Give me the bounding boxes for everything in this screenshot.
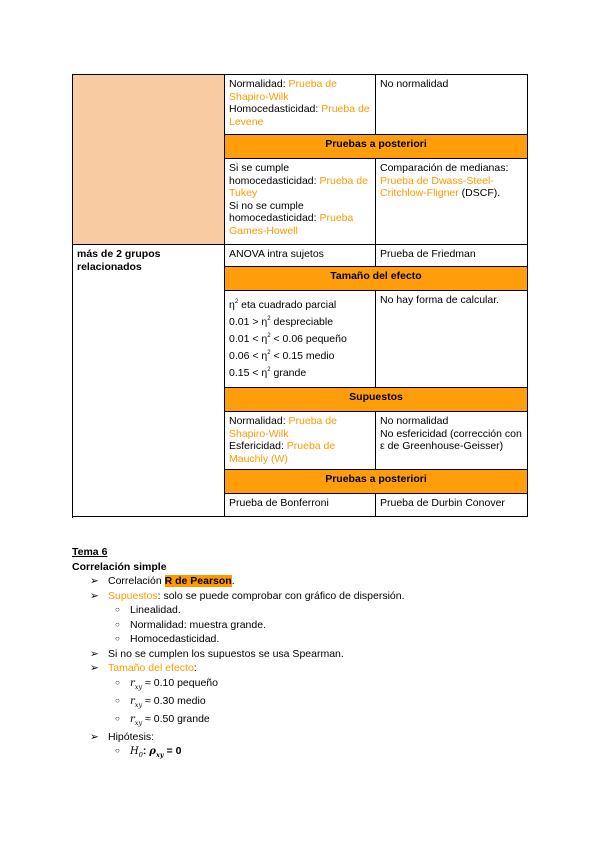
posteriori-parametric-cell: Si se cumple homocedasticidad: Prueba de Tukey Si no se cumple homocedasticidad: Prueba Games-Howell (225, 159, 376, 245)
section-header-posteriori-2: Pruebas a posteriori (225, 470, 528, 494)
table-row (73, 245, 528, 267)
effect-size-parametric-cell: $\eta^2$ eta cuadrado parcial $0.01 > \eta^2$ despreciable $0.01 < \eta^2 < 0.06$ pequeño $0.06 < \eta^2 < 0.15$ medio $0.15 < \eta^2$ grande (225, 291, 376, 388)
arrow-bullet-icon: ➢ (90, 647, 99, 660)
circle-bullet-icon: ○ (115, 619, 120, 629)
pearson-highlight: R de Pearson (164, 575, 232, 587)
assumptions-parametric-cell: Normalidad: Prueba de Shapiro-Wilk Homocedasticidad: Prueba de Levene (225, 75, 376, 135)
levene-link[interactable]: Prueba de Levene (229, 103, 370, 128)
shapiro-link[interactable]: Prueba de Shapiro-Wilk (229, 78, 337, 103)
arrow-bullet-icon: ➢ (90, 662, 99, 674)
bonferroni-cell: Prueba de Bonferroni (225, 494, 376, 517)
list-item: ○ $r_{xy} \approx 0.10$ pequeño (115, 676, 218, 691)
assumptions-nonparametric-cell: No normalidad (376, 75, 528, 135)
list-item: ○ $H_0$: $\rho_{xy} = 0$ (115, 745, 182, 759)
list-item: ➢ Correlación R de Pearson. (90, 575, 235, 587)
section-header-supuestos: Supuestos (225, 388, 528, 412)
circle-bullet-icon: ○ (115, 677, 120, 687)
durbin-conover-cell: Prueba de Durbin Conover (376, 494, 528, 517)
posteriori-nonparametric-cell: Comparación de medianas: Prueba de Dwass-Steel-Critchlow-Fligner (DSCF). (376, 159, 528, 245)
arrow-bullet-icon: ➢ (90, 589, 99, 602)
circle-bullet-icon: ○ (115, 713, 120, 723)
section-header-posteriori: Pruebas a posteriori (225, 135, 528, 159)
list-item: ➢ Tamaño del efecto: (90, 662, 197, 674)
group-cell-independent (73, 75, 225, 245)
circle-bullet-icon: ○ (115, 605, 120, 614)
arrow-bullet-icon: ➢ (90, 575, 99, 587)
list-item: ○ Normalidad: muestra grande. (115, 618, 266, 631)
list-item: ○ Homocedasticidad. (115, 633, 220, 645)
supuestos-link[interactable]: Supuestos (108, 589, 158, 602)
sphericity-parametric-cell: Normalidad: Prueba de Shapiro-Wilk Esfericidad: Prueba de Mauchly (W) (225, 412, 376, 470)
anova-intra-cell: ANOVA intra sujetos (225, 245, 376, 267)
table-row (73, 75, 528, 135)
arrow-bullet-icon: ➢ (90, 730, 99, 743)
dscf-link[interactable]: Prueba de Dwass-Steel-Critchlow-Fligner (380, 174, 494, 199)
statistics-table (72, 74, 528, 517)
friedman-cell: Prueba de Friedman (376, 245, 528, 267)
effect-size-nonparametric-cell: No hay forma de calcular. (376, 291, 528, 388)
list-item: ➢ Supuestos: solo se puede comprobar con gráfico de dispersión. (90, 589, 405, 602)
effect-size-link[interactable]: Tamaño del efecto (108, 662, 194, 674)
section-subtitle: Correlación simple (72, 560, 167, 573)
mauchly-link[interactable]: Prueba de Mauchly (W) (229, 440, 336, 465)
tukey-link[interactable]: Prueba de Tukey (229, 174, 368, 199)
circle-bullet-icon: ○ (115, 746, 120, 755)
section-title-tema: Tema 6 (72, 546, 108, 558)
list-item: ○ Linealidad. (115, 604, 181, 616)
list-item: ➢ Si no se cumplen los supuestos se usa Spearman. (90, 647, 344, 660)
circle-bullet-icon: ○ (115, 634, 120, 643)
shapiro-link-2[interactable]: Prueba de Shapiro-Wilk (229, 415, 337, 440)
correlation-section (72, 545, 542, 762)
list-item: ○ $r_{xy} \approx 0.50$ grande (115, 712, 210, 727)
section-header-efecto: Tamaño del efecto (225, 267, 528, 291)
circle-bullet-icon: ○ (115, 695, 120, 705)
list-item: ➢ Hipótesis: (90, 730, 155, 743)
group-label-cell: más de 2 grupos relacionados (73, 245, 225, 517)
list-item: ○ $r_{xy} \approx 0.30$ medio (115, 694, 206, 709)
games-howell-link[interactable]: Prueba Games-Howell (229, 212, 354, 237)
sphericity-nonparametric-cell: No normalidad No esfericidad (corrección con ε de Greenhouse-Geisser) (376, 412, 528, 470)
